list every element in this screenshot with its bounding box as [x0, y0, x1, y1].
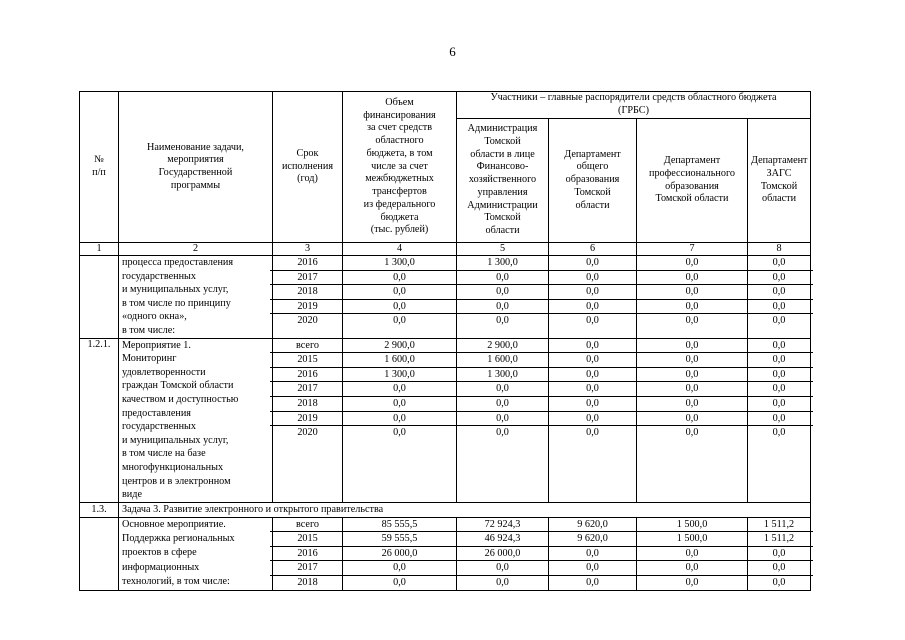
item-name-line: центров и в электронном: [122, 475, 231, 487]
cell-prof-edu-value: 1 500,0: [634, 518, 750, 533]
cell-volume: 1 300,0: [340, 368, 459, 383]
cell-prof-edu-value: 0,0: [685, 577, 699, 589]
item-name-line: удовлетворенности: [122, 366, 206, 378]
cell-general-edu-value: 9 620,0: [546, 518, 639, 533]
cell-admin-value: 0,0: [454, 561, 551, 576]
item-name-line: виде: [122, 489, 142, 501]
cell-year: 2017: [270, 382, 345, 397]
item-name-line: в том числе:: [122, 324, 176, 336]
header-participants: Участники – главные распорядители средств областного бюджета (ГРБС): [457, 92, 811, 119]
header-name: Наименование задачи, мероприятия Государственной программы: [119, 92, 273, 243]
item-name-line: технологий, в том числе:: [122, 575, 230, 587]
header-col8: Департамент ЗАГС Томской области: [748, 119, 811, 243]
cell-year: 2016: [270, 547, 345, 562]
col-admin-value: [457, 517, 549, 590]
col-general-edu-value: [549, 517, 637, 590]
cell-prof-edu-value: 0,0: [685, 315, 699, 327]
cell-zags-value: 0,0: [745, 300, 813, 315]
cell-year: 2015: [270, 532, 345, 547]
cell-zags-value: 0,0: [772, 577, 786, 589]
item-name-line: Мониторинг: [122, 353, 177, 365]
col-prof-edu-value: [637, 256, 748, 339]
cell-prof-edu-value: 0,0: [634, 353, 750, 368]
cell-admin-value: 0,0: [454, 412, 551, 427]
row-number: [80, 256, 119, 339]
cell-prof-edu-value: 0,0: [634, 547, 750, 562]
cell-volume: 1 300,0: [340, 256, 459, 271]
cell-prof-edu-value: 1 500,0: [634, 532, 750, 547]
column-number: 4: [343, 243, 457, 256]
item-name-line: «одного окна»,: [122, 311, 187, 323]
item-name-line: предоставления: [122, 407, 191, 419]
cell-admin-value: 0,0: [454, 285, 551, 300]
header-row-1: [80, 92, 811, 119]
cell-general-edu-value: 0,0: [546, 412, 639, 427]
header-col6: Департамент общего образования Томской области: [549, 119, 637, 243]
col-zags-value: [748, 517, 811, 590]
col-volume: [343, 256, 457, 339]
cell-year: всего: [270, 518, 345, 533]
cell-prof-edu-value: 0,0: [634, 339, 750, 354]
cell-year: 2020: [297, 315, 318, 327]
cell-year: 2019: [270, 300, 345, 315]
cell-general-edu-value: 0,0: [546, 300, 639, 315]
task-title: Задача 3. Развитие электронного и открытого правительства: [119, 502, 811, 517]
cell-zags-value: 0,0: [772, 427, 786, 439]
cell-zags-value: 0,0: [745, 561, 813, 576]
cell-zags-value: 1 511,2: [745, 518, 813, 533]
cell-volume: 0,0: [340, 561, 459, 576]
cell-year: 2017: [270, 561, 345, 576]
cell-general-edu-value: 9 620,0: [546, 532, 639, 547]
cell-admin-value: 46 924,3: [454, 532, 551, 547]
header-period: Срок исполнения (год): [273, 92, 343, 243]
item-name-line: качеством и доступностью: [122, 393, 239, 405]
cell-admin-value: 0,0: [454, 397, 551, 412]
cell-general-edu-value: 0,0: [546, 285, 639, 300]
header-col5: Администрация Томской области в лице Финансово- хозяйственного управления Администрации Томской области: [457, 119, 549, 243]
item-name: [119, 517, 273, 590]
item-name-line: и муниципальных услуг,: [122, 284, 229, 296]
cell-zags-value: 0,0: [745, 285, 813, 300]
cell-general-edu-value: 0,0: [546, 271, 639, 286]
cell-prof-edu-value: 0,0: [634, 368, 750, 383]
col-admin-value: [457, 256, 549, 339]
block-row: [80, 338, 811, 502]
cell-general-edu-value: 0,0: [546, 397, 639, 412]
col-prof-edu-value: [637, 517, 748, 590]
item-name-line: проектов в сфере: [122, 547, 197, 559]
cell-admin-value: 1 300,0: [454, 256, 551, 271]
cell-volume: 59 555,5: [340, 532, 459, 547]
cell-admin-value: 1 600,0: [454, 353, 551, 368]
cell-prof-edu-value: 0,0: [634, 382, 750, 397]
column-number: 3: [273, 243, 343, 256]
item-name-line: информационных: [122, 561, 200, 573]
cell-volume: 85 555,5: [340, 518, 459, 533]
task-number: 1.3.: [80, 502, 119, 517]
col-zags-value: [748, 338, 811, 502]
row-number: [80, 517, 119, 590]
cell-year: 2016: [270, 256, 345, 271]
cell-admin-value: 0,0: [496, 427, 509, 439]
cell-year: 2016: [270, 368, 345, 383]
cell-general-edu-value: 0,0: [586, 577, 599, 589]
col-general-edu-value: [549, 256, 637, 339]
col-year: [273, 517, 343, 590]
cell-prof-edu-value: 0,0: [634, 285, 750, 300]
col-zags-value: [748, 256, 811, 339]
cell-admin-value: 0,0: [496, 577, 509, 589]
cell-prof-edu-value: 0,0: [634, 271, 750, 286]
column-number: 5: [457, 243, 549, 256]
task-row: [80, 502, 811, 517]
cell-general-edu-value: 0,0: [546, 382, 639, 397]
col-volume: [343, 338, 457, 502]
cell-zags-value: 0,0: [745, 382, 813, 397]
item-name: [119, 256, 273, 339]
item-name-line: в том числе по принципу: [122, 297, 231, 309]
cell-prof-edu-value: 0,0: [685, 427, 699, 439]
cell-volume: 0,0: [340, 397, 459, 412]
header-col7: Департамент профессионального образования Томской области: [637, 119, 748, 243]
col-admin-value: [457, 338, 549, 502]
item-name-line: государственных: [122, 270, 196, 282]
cell-volume: 0,0: [340, 382, 459, 397]
item-name-line: граждан Томской области: [122, 380, 234, 392]
cell-zags-value: 0,0: [745, 547, 813, 562]
cell-volume: 0,0: [340, 271, 459, 286]
row-number: 1.2.1.: [80, 338, 119, 502]
cell-admin-value: 26 000,0: [454, 547, 551, 562]
col-volume: [343, 517, 457, 590]
cell-admin-value: 0,0: [454, 382, 551, 397]
cell-volume: 0,0: [340, 285, 459, 300]
cell-year: 2017: [270, 271, 345, 286]
cell-general-edu-value: 0,0: [586, 315, 599, 327]
cell-year: 2018: [270, 397, 345, 412]
column-number: 8: [748, 243, 811, 256]
cell-prof-edu-value: 0,0: [634, 561, 750, 576]
cell-volume: 2 900,0: [340, 339, 459, 354]
cell-general-edu-value: 0,0: [546, 561, 639, 576]
column-number-row: [80, 243, 811, 256]
cell-zags-value: 0,0: [772, 315, 786, 327]
cell-year: всего: [270, 339, 345, 354]
column-number: 7: [637, 243, 748, 256]
cell-zags-value: 0,0: [745, 339, 813, 354]
item-name-line: Мероприятие 1.: [122, 339, 191, 351]
cell-volume: 0,0: [393, 577, 406, 589]
cell-general-edu-value: 0,0: [546, 339, 639, 354]
page-number: 6: [449, 44, 456, 59]
header-volume: Объем финансирования за счет средств областного бюджета, в том числе за счет межбюджетных трансфертов из федерального бюджета (тыс. рублей): [343, 92, 457, 243]
cell-volume: 0,0: [393, 315, 406, 327]
cell-year: 2018: [270, 285, 345, 300]
cell-general-edu-value: 0,0: [546, 256, 639, 271]
cell-general-edu-value: 0,0: [546, 368, 639, 383]
cell-volume: 0,0: [340, 412, 459, 427]
cell-volume: 1 600,0: [340, 353, 459, 368]
cell-year: 2018: [297, 577, 318, 589]
item-name-line: Основное мероприятие.: [122, 518, 226, 530]
item-name-line: в том числе на базе: [122, 448, 206, 460]
cell-zags-value: 0,0: [745, 368, 813, 383]
cell-zags-value: 1 511,2: [745, 532, 813, 547]
cell-year: 2015: [270, 353, 345, 368]
cell-admin-value: 0,0: [496, 315, 509, 327]
item-name-line: Поддержка региональных: [122, 532, 235, 544]
col-year: [273, 256, 343, 339]
cell-volume: 0,0: [393, 427, 406, 439]
cell-general-edu-value: 0,0: [586, 427, 599, 439]
cell-volume: 0,0: [340, 300, 459, 315]
cell-admin-value: 1 300,0: [454, 368, 551, 383]
cell-prof-edu-value: 0,0: [634, 397, 750, 412]
cell-zags-value: 0,0: [745, 353, 813, 368]
block-row: [80, 256, 811, 339]
item-name-line: многофункциональных: [122, 461, 224, 473]
col-prof-edu-value: [637, 338, 748, 502]
cell-zags-value: 0,0: [745, 397, 813, 412]
cell-volume: 26 000,0: [340, 547, 459, 562]
item-name-line: и муниципальных услуг,: [122, 434, 229, 446]
cell-general-edu-value: 0,0: [546, 547, 639, 562]
cell-admin-value: 0,0: [454, 300, 551, 315]
cell-admin-value: 2 900,0: [454, 339, 551, 354]
cell-admin-value: 0,0: [454, 271, 551, 286]
cell-prof-edu-value: 0,0: [634, 256, 750, 271]
item-name: [119, 338, 273, 502]
cell-zags-value: 0,0: [745, 271, 813, 286]
item-name-line: государственных: [122, 421, 196, 433]
cell-prof-edu-value: 0,0: [634, 412, 750, 427]
cell-zags-value: 0,0: [745, 412, 813, 427]
cell-zags-value: 0,0: [745, 256, 813, 271]
column-number: 6: [549, 243, 637, 256]
col-general-edu-value: [549, 338, 637, 502]
block-row: [80, 517, 811, 590]
column-number: 2: [119, 243, 273, 256]
header-num: № п/п: [80, 92, 119, 243]
col-year: [273, 338, 343, 502]
item-name-line: процесса предоставления: [122, 257, 234, 268]
cell-general-edu-value: 0,0: [546, 353, 639, 368]
cell-year: 2019: [270, 412, 345, 427]
column-number: 1: [80, 243, 119, 256]
cell-admin-value: 72 924,3: [454, 518, 551, 533]
budget-table: [79, 91, 811, 591]
cell-prof-edu-value: 0,0: [634, 300, 750, 315]
cell-year: 2020: [297, 427, 318, 439]
